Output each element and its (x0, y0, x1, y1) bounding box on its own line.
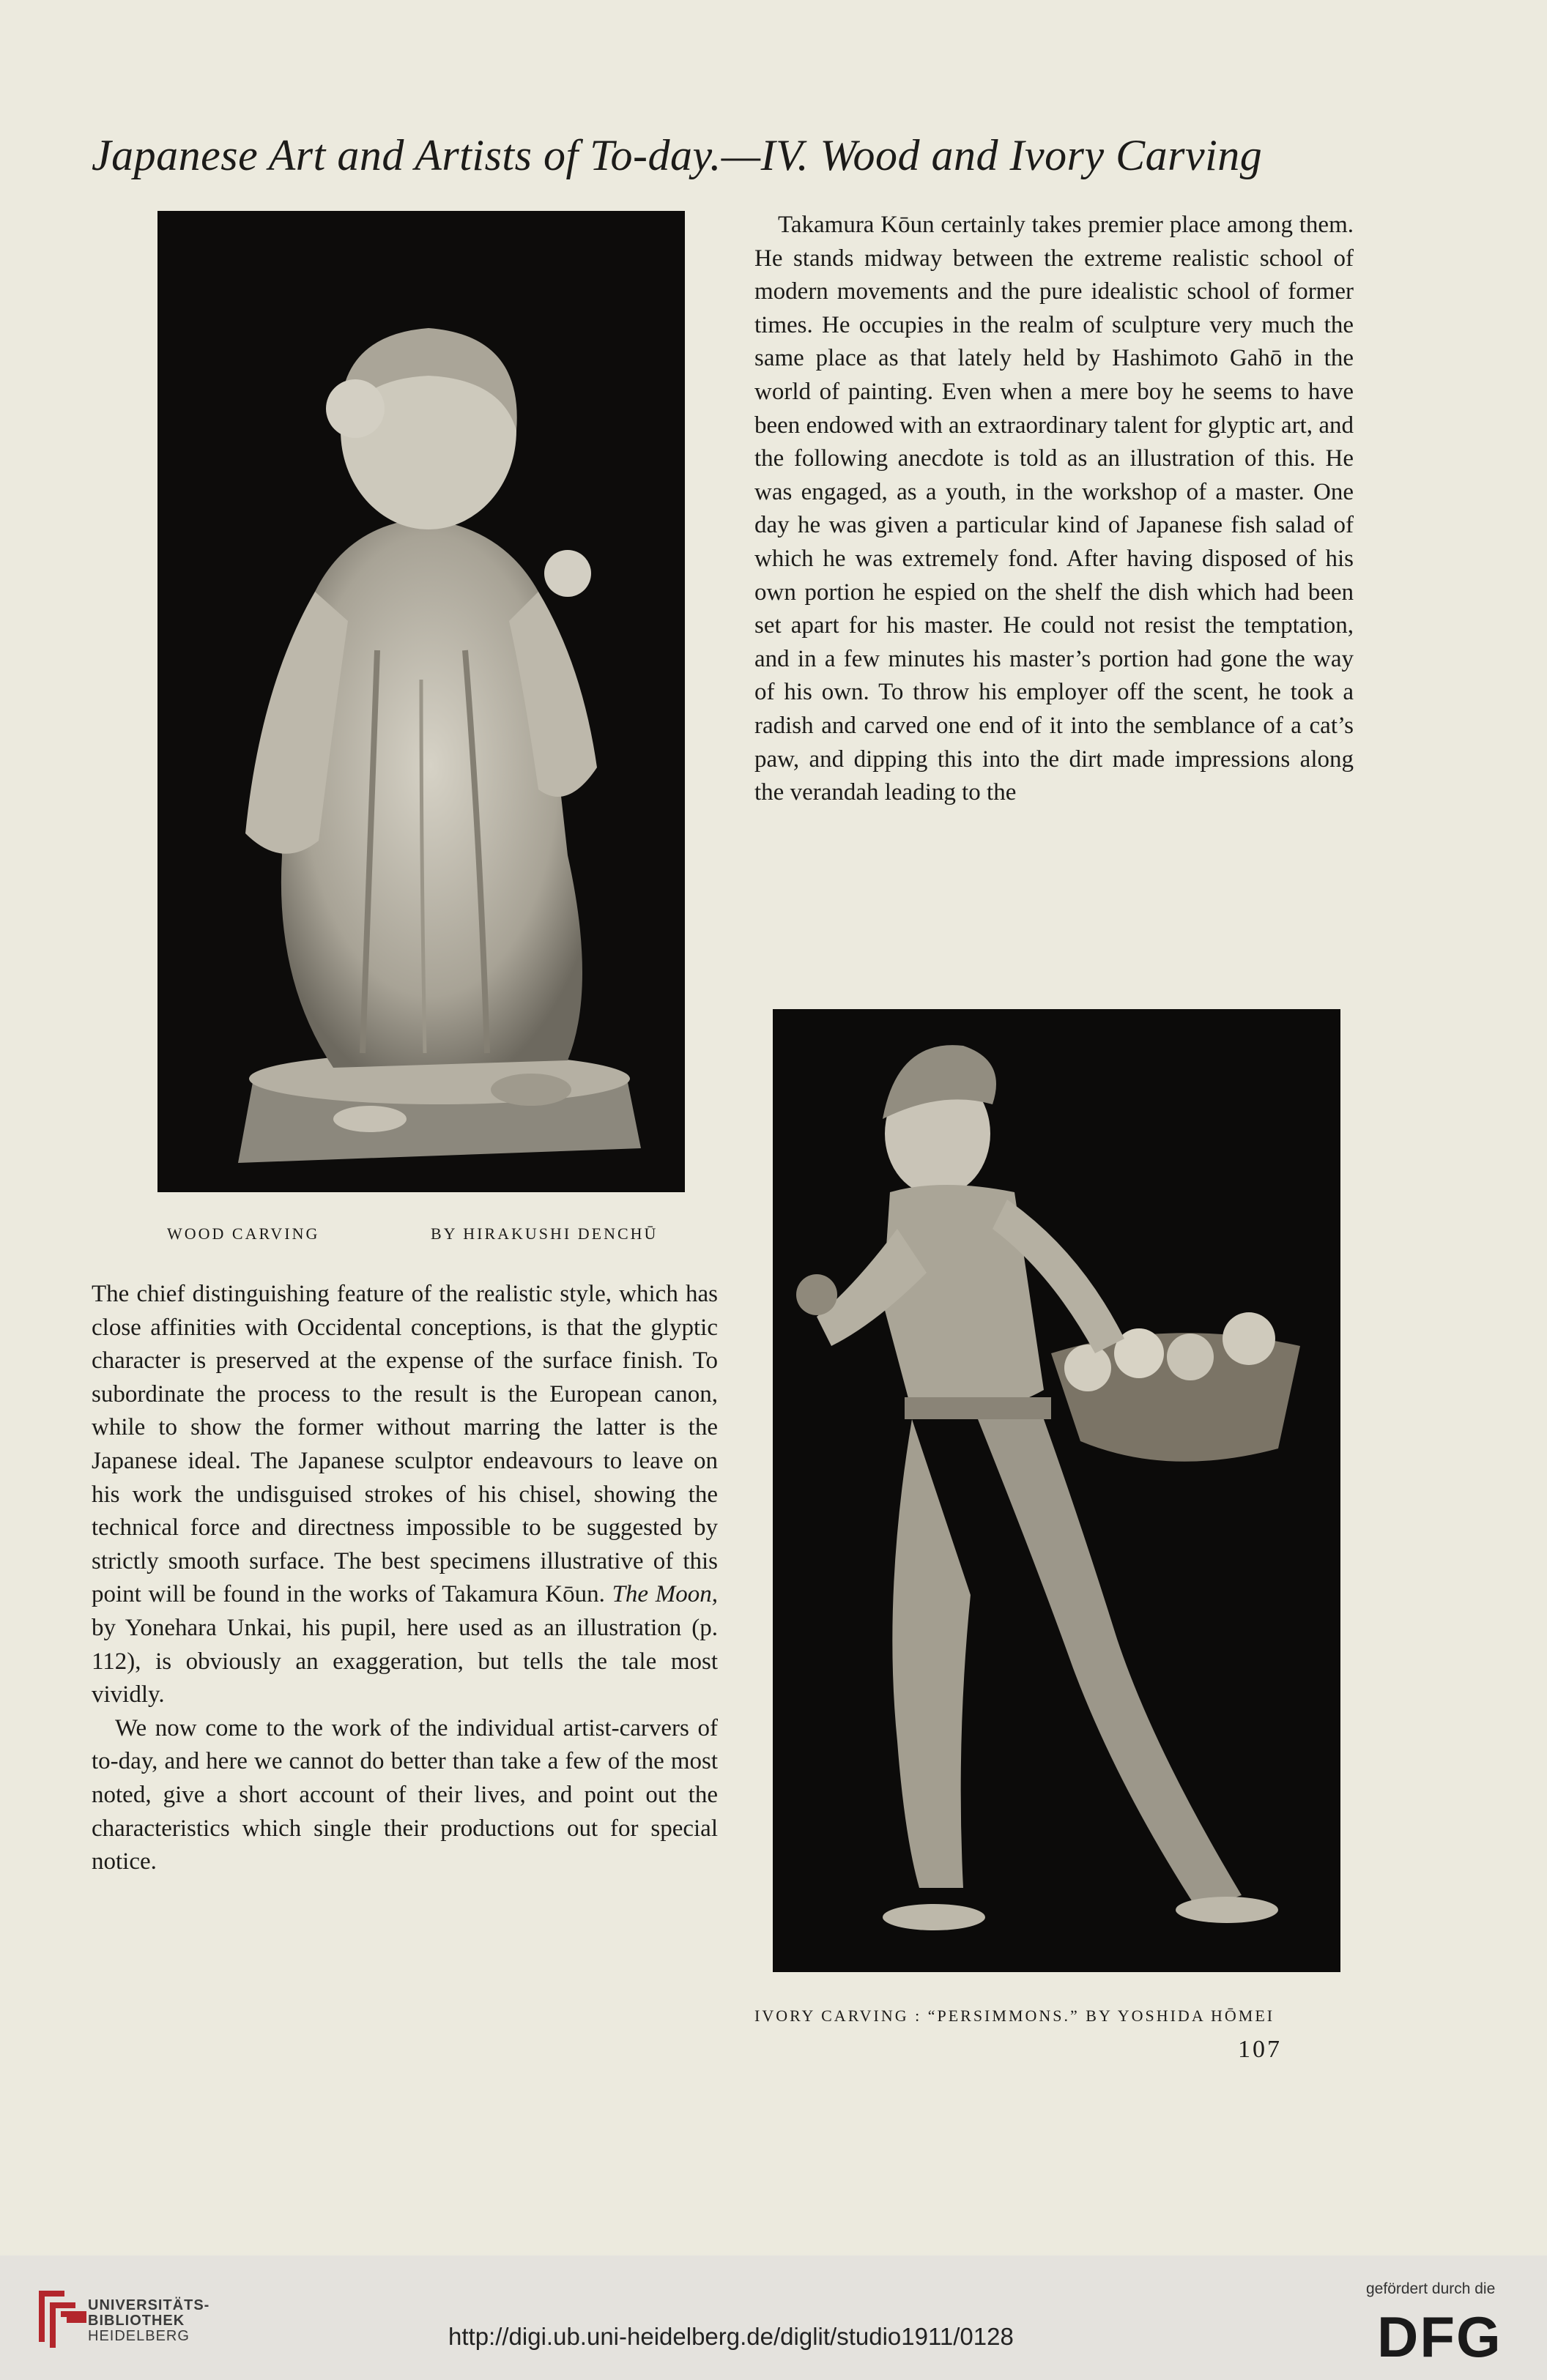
right-column-text (754, 209, 1354, 810)
library-logo-icon (35, 2283, 86, 2349)
figure1-caption-artist: BY HIRAKUSHI DENCHŪ (431, 1224, 659, 1243)
wood-carving-photo (157, 211, 685, 1192)
persimmon-seller-image (773, 1009, 1340, 1972)
child-figure-image (157, 211, 685, 1192)
artwork-title: The Moon, (612, 1581, 718, 1608)
library-name-line: BIBLIOTHEK (88, 2313, 185, 2329)
paragraph: Takamura Kōun certainly takes premier place among them. He stands midway between the extreme realistic school of modern movements and the pure idealistic school of former times. He occupies in the realm of sculpture very much the same place as that lately held by Hashimoto Gahō in the world of painting. Even when a mere boy he seems to have been endowed with an extraordinary talent for glyptic art, and the following anecdote is told as an illustration of this. He was engaged, as a youth, in the workshop of a master. One day he was given a particular kind of Japanese fish salad of which he was extremely fond. After having disposed of his own portion he espied on the shelf the dish which had been set apart for his master. He could not resist the temptation, and in a few minutes his master’s portion had gone the way of his own. To throw his employer off the scent, he took a radish and carved one end of it into the semblance of a cat’s paw, and dipping this into the dirt made impressions along the verandah leading to the (754, 212, 1354, 806)
page-number: 107 (1238, 2036, 1282, 2063)
dfg-logo: DFG (1377, 2305, 1502, 2369)
library-name (88, 2298, 209, 2344)
figure1-caption-title: WOOD CARVING (167, 1224, 320, 1243)
running-head: Japanese Art and Artists of To-day.—IV. Wood and Ivory Carving (92, 131, 1263, 179)
text-run: The chief distinguishing feature of the realistic style, which has close affinities with Occidental conceptions, is that the glyptic character is preserved at the expense of the surface finish. To subordinate the process to the result is the European canon, while to show the former without marring the latter is the Japanese ideal. The Japanese sculptor endeavours to leave on his work the undisguised strokes of his chisel, showing the technical force and directness impossible to be suggested by strictly smooth surface. The best specimens illustrative of this point will be found in the works of Takamura Kōun. (92, 1281, 718, 1608)
left-column-text (92, 1278, 718, 1879)
library-name-line: UNIVERSITÄTS- (88, 2297, 210, 2313)
text-run: by Yonehara Unkai, his pupil, here used as an illustration (p. 112), is obviously an exaggeration, but tells the tale most vividly. (92, 1614, 718, 1708)
library-name-line: HEIDELBERG (88, 2328, 190, 2344)
digitization-footer (0, 2256, 1547, 2380)
paragraph: We now come to the work of the individual artist-carvers of to-day, and here we cannot do better than take a few of the most noted, give a short account of their lives, and point out the characteristics which single their productions out for special notice. (92, 1714, 718, 1875)
ivory-carving-photo (773, 1009, 1340, 1972)
paragraph (92, 1278, 718, 1712)
funding-label: gefördert durch die (1366, 2280, 1496, 2297)
figure2-caption: IVORY CARVING : “PERSIMMONS.” BY YOSHIDA HŌMEI (754, 2007, 1275, 2025)
source-url-link[interactable]: http://digi.ub.uni-heidelberg.de/diglit/studio1911/0128 (448, 2323, 1014, 2350)
